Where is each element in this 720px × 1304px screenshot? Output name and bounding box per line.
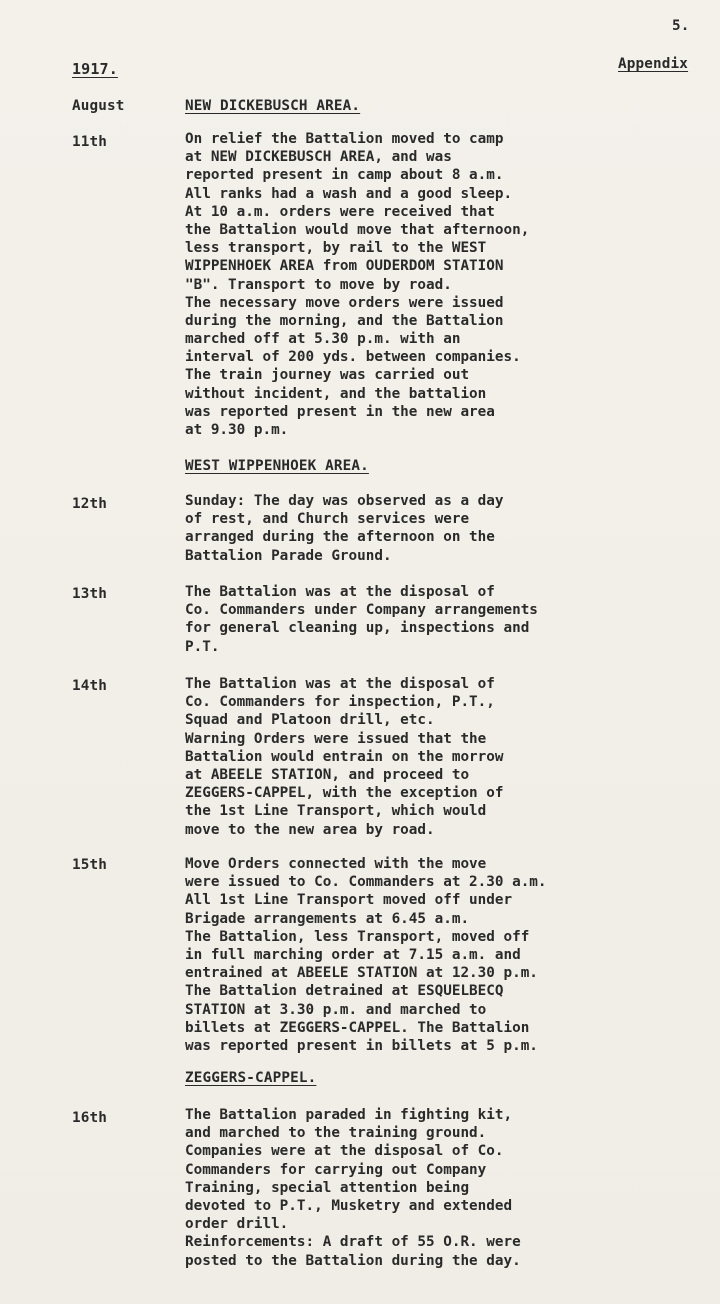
entry-line: at NEW DICKEBUSCH AREA, and was xyxy=(185,149,452,166)
entry-line: the 1st Line Transport, which would xyxy=(185,803,487,820)
entry-line: The necessary move orders were issued xyxy=(185,294,504,311)
entry-line: "B". Transport to move by road. xyxy=(185,276,452,293)
entry-line: billets at ZEGGERS-CAPPEL. The Battalion xyxy=(185,1019,530,1036)
entry-line: posted to the Battalion during the day. xyxy=(185,1252,521,1269)
entry-line: The Battalion was at the disposal of xyxy=(185,676,495,692)
entry-line: P.T. xyxy=(185,638,220,655)
entry-line: without incident, and the battalion xyxy=(185,385,487,402)
entry-line: All 1st Line Transport moved off under xyxy=(185,892,513,909)
entry-day-12th: 12th xyxy=(72,496,108,512)
entry-line: reported present in camp about 8 a.m. xyxy=(185,167,504,184)
entry-line: Move Orders connected with the move xyxy=(185,856,487,872)
section-heading-zeggers-cappel: ZEGGERS-CAPPEL. xyxy=(185,1070,317,1086)
entry-line: Commanders for carrying out Company xyxy=(185,1161,487,1178)
entry-line: the Battalion would move that afternoon, xyxy=(185,221,530,238)
entry-body-15th xyxy=(185,855,547,1055)
entry-line: At 10 a.m. orders were received that xyxy=(185,203,495,220)
entry-line: devoted to P.T., Musketry and extended xyxy=(185,1197,513,1214)
entry-line: entrained at ABEELE STATION at 12.30 p.m. xyxy=(185,965,538,982)
entry-line: The Battalion was at the disposal of xyxy=(185,584,495,600)
entry-line: marched off at 5.30 p.m. with an xyxy=(185,331,461,348)
entry-line: STATION at 3.30 p.m. and marched to xyxy=(185,1001,487,1018)
entry-line: WIPPENHOEK AREA from OUDERDOM STATION xyxy=(185,258,504,275)
entry-line: Sunday: The day was observed as a day xyxy=(185,493,504,509)
entry-line: Co. Commanders for inspection, P.T., xyxy=(185,694,495,711)
appendix-label: Appendix xyxy=(618,56,689,72)
entry-line: during the morning, and the Battalion xyxy=(185,312,504,329)
entry-line: less transport, by rail to the WEST xyxy=(185,240,487,257)
entry-line: of rest, and Church services were xyxy=(185,511,470,528)
entry-line: were issued to Co. Commanders at 2.30 a.m. xyxy=(185,874,547,891)
entry-line: Co. Commanders under Company arrangements xyxy=(185,602,538,619)
entry-body-12th xyxy=(185,492,503,565)
entry-line: was reported present in the new area xyxy=(185,403,495,420)
entry-line: All ranks had a wash and a good sleep. xyxy=(185,185,513,202)
entry-line: The Battalion, less Transport, moved off xyxy=(185,928,530,945)
entry-body-14th xyxy=(185,675,503,839)
entry-line: in full marching order at 7.15 a.m. and xyxy=(185,946,521,963)
entry-line: Reinforcements: A draft of 55 O.R. were xyxy=(185,1234,521,1251)
entry-day-13th: 13th xyxy=(72,586,108,602)
entry-line: Brigade arrangements at 6.45 a.m. xyxy=(185,910,470,927)
entry-line: Battalion would entrain on the morrow xyxy=(185,748,504,765)
entry-line: order drill. xyxy=(185,1216,289,1233)
year-heading: 1917. xyxy=(72,60,118,78)
entry-line: for general cleaning up, inspections and xyxy=(185,620,530,637)
entry-body-11th xyxy=(185,130,529,439)
entry-line: On relief the Battalion moved to camp xyxy=(185,131,504,147)
entry-line: arranged during the afternoon on the xyxy=(185,529,495,546)
entry-line: move to the new area by road. xyxy=(185,821,435,838)
entry-line: at 9.30 p.m. xyxy=(185,422,289,438)
entry-line: interval of 200 yds. between companies. xyxy=(185,349,521,366)
page-number: 5. xyxy=(672,18,690,34)
entry-line: at ABEELE STATION, and proceed to xyxy=(185,766,470,783)
entry-line: Squad and Platoon drill, etc. xyxy=(185,712,435,729)
entry-line: Warning Orders were issued that the xyxy=(185,730,487,747)
entry-body-13th xyxy=(185,583,538,656)
entry-line: The train journey was carried out xyxy=(185,367,470,384)
entry-line: Companies were at the disposal of Co. xyxy=(185,1143,504,1160)
entry-line: ZEGGERS-CAPPEL, with the exception of xyxy=(185,785,504,802)
section-heading-west-wippenhoek: WEST WIPPENHOEK AREA. xyxy=(185,458,369,474)
entry-day-11th: 11th xyxy=(72,134,108,150)
entry-line: and marched to the training ground. xyxy=(185,1125,487,1142)
entry-line: was reported present in billets at 5 p.m. xyxy=(185,1037,538,1054)
entry-line: Battalion Parade Ground. xyxy=(185,547,392,564)
entry-body-16th xyxy=(185,1106,521,1270)
entry-line: The Battalion detrained at ESQUELBECQ xyxy=(185,983,504,1000)
section-heading-new-dickebusch: NEW DICKEBUSCH AREA. xyxy=(185,98,361,114)
entry-line: The Battalion paraded in fighting kit, xyxy=(185,1107,513,1123)
entry-day-15th: 15th xyxy=(72,857,108,873)
entry-day-14th: 14th xyxy=(72,678,108,694)
month-label: August xyxy=(72,98,125,114)
entry-line: Training, special attention being xyxy=(185,1179,470,1196)
entry-day-16th: 16th xyxy=(72,1110,108,1126)
